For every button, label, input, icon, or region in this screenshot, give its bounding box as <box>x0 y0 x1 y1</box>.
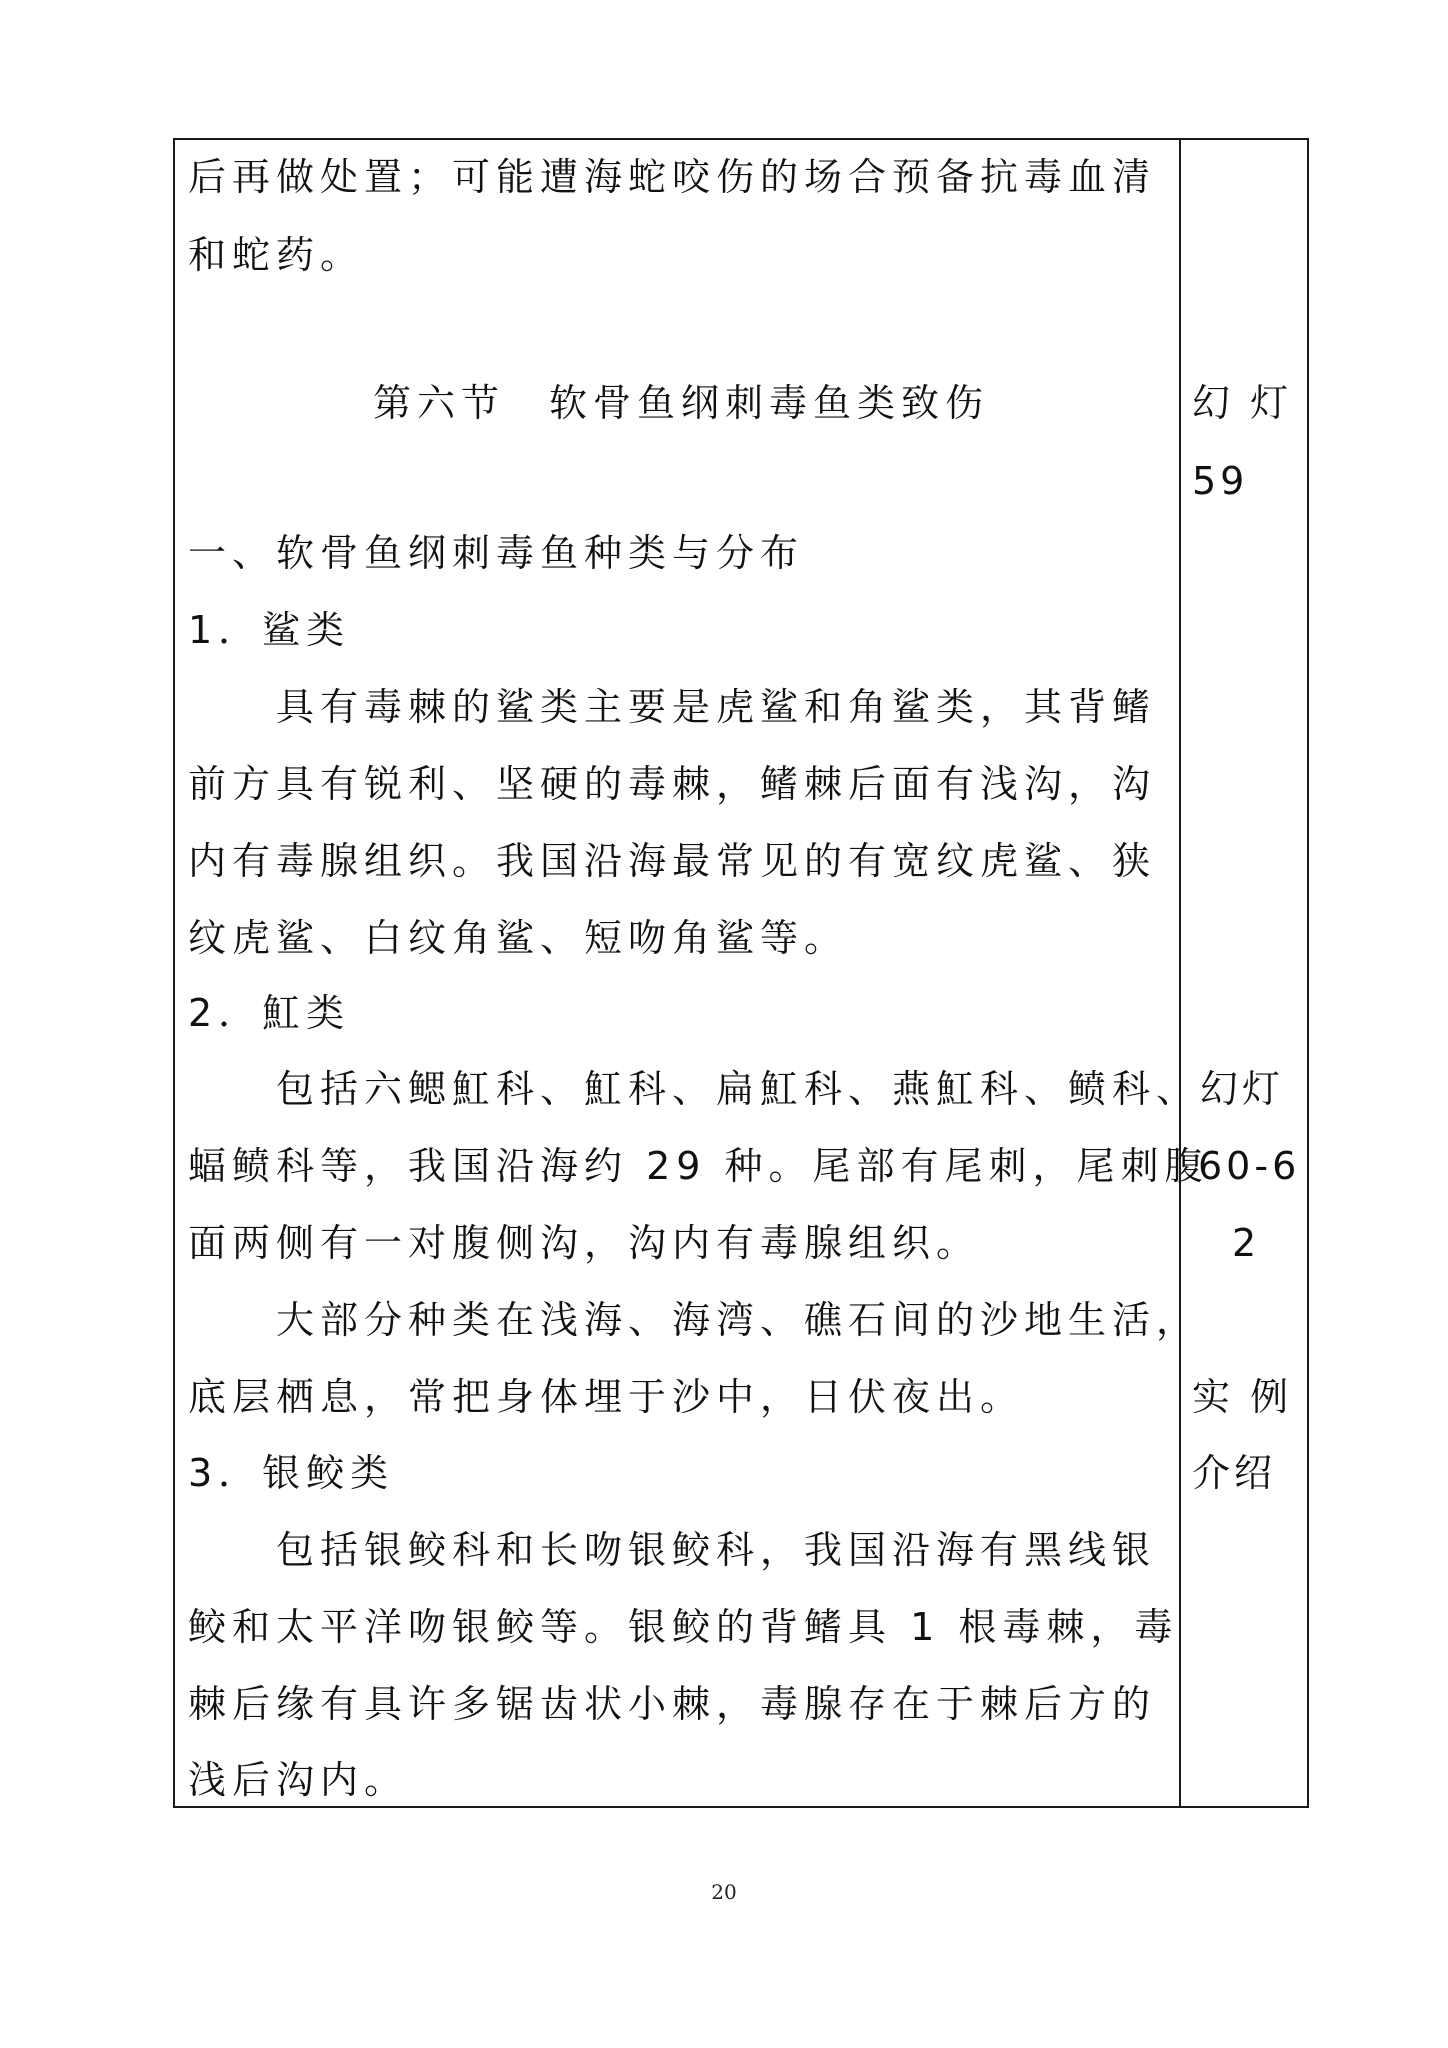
continuation-line: 后再做处置；可能遭海蛇咬伤的场合预备抗毒血清 <box>188 155 1157 199</box>
subheading-sharks: 1．鲨类 <box>188 608 351 652</box>
subheading-chimaeras: 3．银鲛类 <box>188 1451 395 1495</box>
paragraph-line: 前方具有锐利、坚硬的毒棘，鳍棘后面有浅沟，沟 <box>188 762 1157 806</box>
paragraph-line: 大部分种类在浅海、海湾、礁石间的沙地生活， <box>276 1298 1201 1342</box>
example-note: 实 例 <box>1192 1375 1293 1419</box>
paragraph-line: 鲛和太平洋吻银鲛等。银鲛的背鳍具 1 根毒棘，毒 <box>188 1605 1179 1649</box>
continuation-line: 和蛇药。 <box>188 233 365 277</box>
heading-species-distribution: 一、软骨鱼纲刺毒鱼种类与分布 <box>188 531 805 575</box>
paragraph-line: 包括六鳃魟科、魟科、扁魟科、燕魟科、鲼科、 <box>276 1067 1201 1111</box>
page-number: 20 <box>711 1880 737 1904</box>
paragraph-line: 具有毒棘的鲨类主要是虎鲨和角鲨类，其背鳍 <box>276 685 1157 729</box>
slide-note: 2 <box>1232 1221 1261 1265</box>
paragraph-line: 棘后缘有具许多锯齿状小棘，毒腺存在于棘后方的 <box>188 1682 1157 1726</box>
paragraph-line: 包括银鲛科和长吻银鲛科，我国沿海有黑线银 <box>276 1528 1157 1572</box>
paragraph-line: 纹虎鲨、白纹角鲨、短吻角鲨等。 <box>188 916 849 960</box>
section-title: 第六节 软骨鱼纲刺毒鱼类致伤 <box>373 381 990 425</box>
paragraph-line: 浅后沟内。 <box>188 1758 409 1802</box>
paragraph-line: 面两侧有一对腹侧沟，沟内有毒腺组织。 <box>188 1221 981 1265</box>
column-divider <box>1179 140 1181 1806</box>
example-note: 介绍 <box>1192 1451 1277 1495</box>
slide-note: 60-6 <box>1198 1144 1301 1188</box>
slide-note: 幻 灯 <box>1192 381 1293 425</box>
paragraph-line: 蝠鲼科等，我国沿海约 29 种。尾部有尾刺，尾刺腹 <box>188 1144 1209 1188</box>
slide-note: 59 <box>1192 459 1249 503</box>
paragraph-line: 底层栖息，常把身体埋于沙中，日伏夜出。 <box>188 1375 1025 1419</box>
subheading-rays: 2．魟类 <box>188 991 351 1035</box>
paragraph-line: 内有毒腺组织。我国沿海最常见的有宽纹虎鲨、狭 <box>188 839 1157 883</box>
slide-note: 幻灯 <box>1200 1067 1285 1111</box>
